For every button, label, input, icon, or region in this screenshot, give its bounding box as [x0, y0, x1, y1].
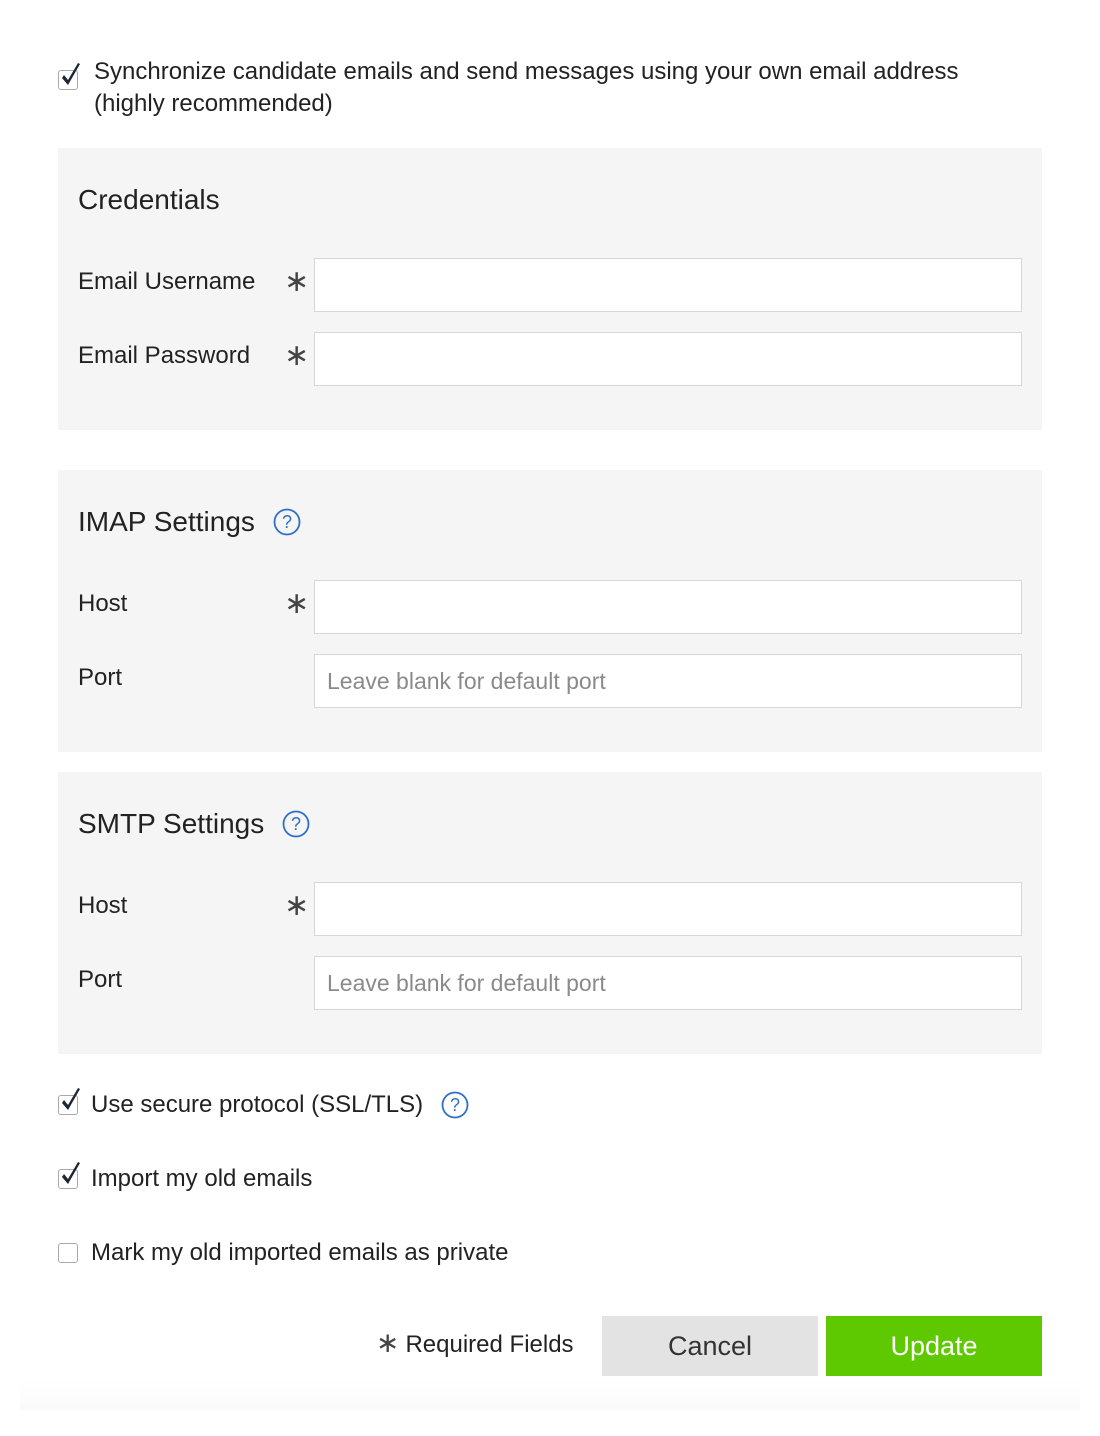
- smtp-settings-title: SMTP Settings: [78, 808, 265, 839]
- smtp-title-row: [78, 808, 310, 840]
- smtp-port-label: Port: [78, 966, 123, 993]
- required-fields-note: [376, 1326, 574, 1359]
- smtp-host-input[interactable]: [314, 882, 1022, 936]
- secure-protocol-label: Use secure protocol (SSL/TLS): [91, 1091, 424, 1118]
- required-asterisk: ∗: [376, 1327, 400, 1358]
- secure-protocol-option: [58, 1091, 469, 1119]
- checkmark-icon: [58, 61, 84, 89]
- email-username-row: [78, 258, 1022, 312]
- email-password-input[interactable]: [314, 332, 1022, 386]
- cancel-button[interactable]: Cancel: [602, 1316, 818, 1376]
- required-fields-text: Required Fields: [405, 1331, 574, 1358]
- secure-protocol-help-icon[interactable]: [441, 1091, 469, 1119]
- checkmark-icon: [58, 1086, 84, 1114]
- email-username-label: Email Username: [78, 268, 256, 295]
- email-password-label: Email Password: [78, 342, 251, 369]
- update-button[interactable]: Update: [826, 1316, 1042, 1376]
- imap-settings-panel: [58, 470, 1042, 752]
- mark-private-option: [58, 1239, 508, 1267]
- imap-port-label: Port: [78, 664, 123, 691]
- sync-option-row: [58, 56, 1048, 120]
- dialog-bottom-edge: [20, 1380, 1080, 1410]
- imap-host-label: Host: [78, 590, 128, 617]
- imap-port-input[interactable]: [314, 654, 1022, 708]
- required-asterisk: ∗: [284, 265, 310, 298]
- import-old-emails-checkbox[interactable]: [58, 1169, 78, 1189]
- checkmark-icon: [58, 1160, 84, 1188]
- email-password-row: [78, 332, 1022, 386]
- smtp-help-icon[interactable]: [282, 810, 310, 838]
- svg-text:?: ?: [291, 814, 302, 834]
- smtp-settings-panel: [58, 772, 1042, 1054]
- credentials-title: Credentials: [78, 184, 220, 215]
- imap-title-row: [78, 506, 301, 538]
- smtp-host-row: [78, 882, 1022, 936]
- required-asterisk: ∗: [284, 587, 310, 620]
- smtp-port-row: [78, 956, 1022, 1010]
- import-old-emails-option: [58, 1165, 312, 1193]
- svg-text:?: ?: [281, 512, 292, 532]
- smtp-host-label: Host: [78, 892, 128, 919]
- secure-protocol-checkbox[interactable]: [58, 1095, 78, 1115]
- svg-text:?: ?: [450, 1095, 461, 1115]
- credentials-panel: [58, 148, 1042, 430]
- required-asterisk: ∗: [284, 889, 310, 922]
- import-old-emails-label: Import my old emails: [91, 1165, 313, 1192]
- mark-private-checkbox[interactable]: [58, 1243, 78, 1263]
- imap-help-icon[interactable]: [273, 508, 301, 536]
- sync-label: Synchronize candidate emails and send messages using your own email address (highly recommended): [94, 58, 959, 117]
- imap-settings-title: IMAP Settings: [78, 506, 255, 537]
- imap-port-row: [78, 654, 1022, 708]
- imap-host-input[interactable]: [314, 580, 1022, 634]
- form-footer: [0, 1316, 1100, 1376]
- mark-private-label: Mark my old imported emails as private: [91, 1239, 509, 1266]
- smtp-port-input[interactable]: [314, 956, 1022, 1010]
- required-asterisk: ∗: [284, 339, 310, 372]
- sync-checkbox[interactable]: [58, 70, 78, 90]
- email-username-input[interactable]: [314, 258, 1022, 312]
- imap-host-row: [78, 580, 1022, 634]
